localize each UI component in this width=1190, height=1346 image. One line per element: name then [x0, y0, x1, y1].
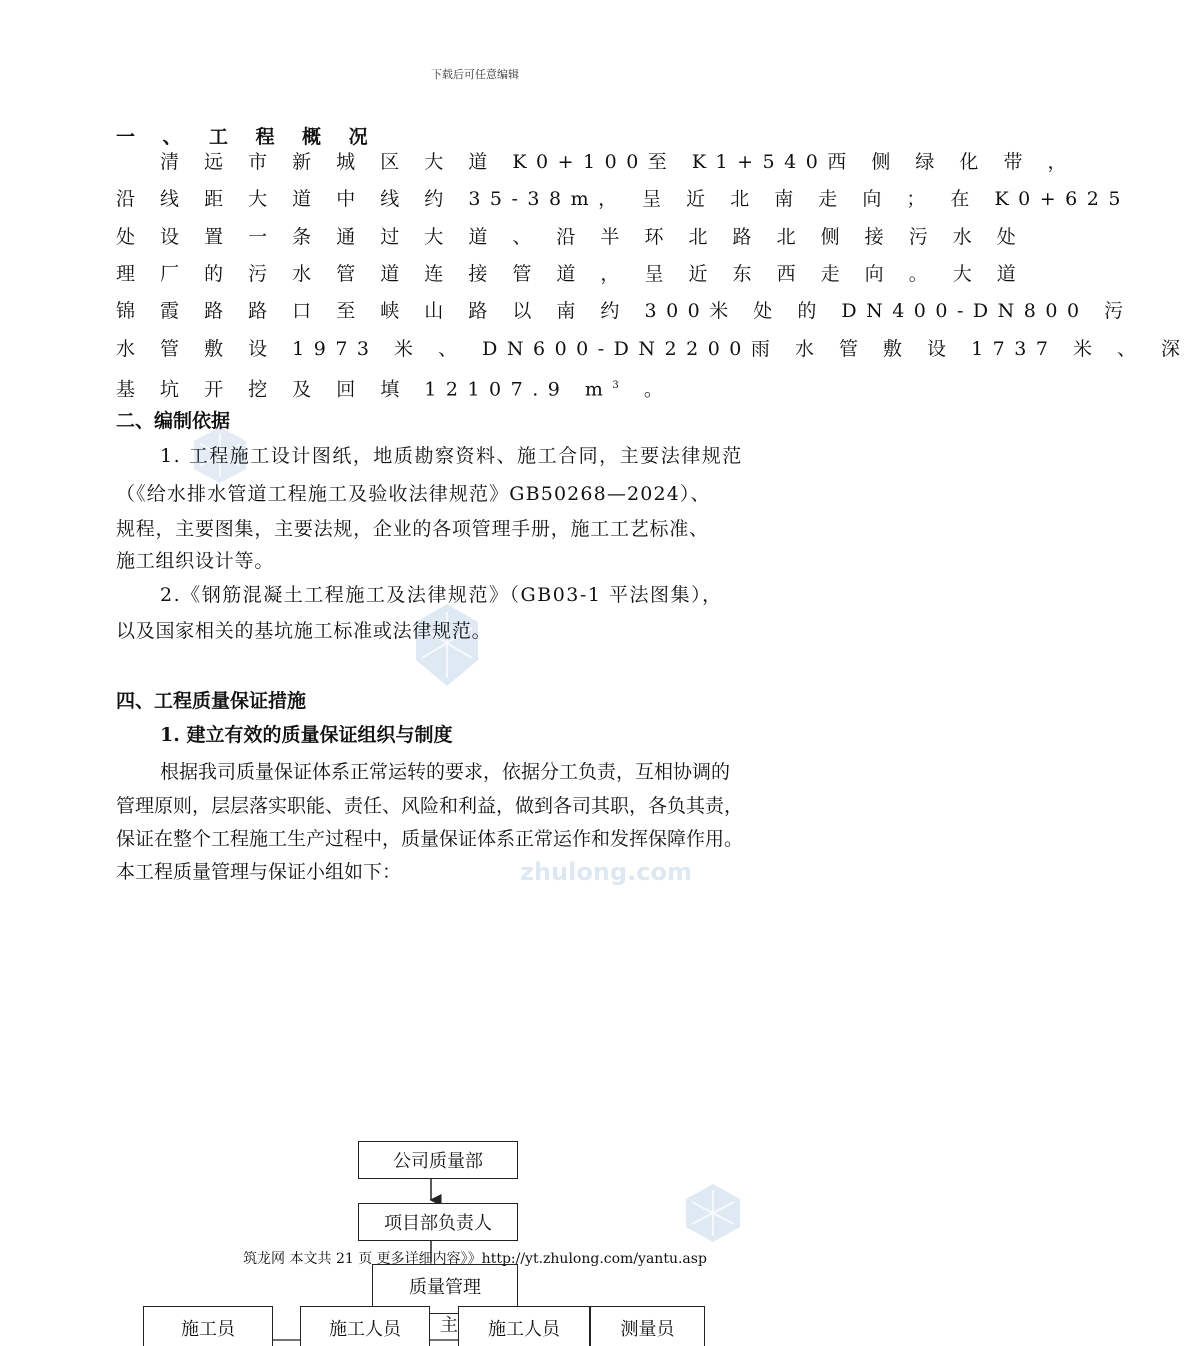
org-node-constructor: 施工员	[143, 1306, 273, 1346]
section2-line: 规程，主要图集，主要法规，企业的各项管理手册，施工工艺标准、	[116, 518, 709, 540]
section4-subtitle: 1. 建立有效的质量保证组织与制度	[160, 724, 453, 746]
section1-line: 处 设 置 一 条 通 过 大 道 、 沿 半 环 北 路 北 侧 接 污 水 处	[116, 226, 1026, 248]
section1-last-text: 基 坑 开 挖 及 回 填 12107.9 m	[116, 378, 613, 401]
org-node-surveyor: 测量员	[590, 1306, 705, 1346]
section2-line: 以及国家相关的基坑施工标准或法律规范。	[116, 620, 492, 642]
section4-line: 本工程质量管理与保证小组如下：	[116, 861, 402, 883]
watermark-text: zhulong.com	[520, 858, 692, 886]
section1-line: 锦 霞 路 路 口 至 峡 山 路 以 南 约 300米 处 的 DN400-DN800 污	[116, 300, 1133, 322]
page-header: 下载后可任意编辑	[431, 68, 519, 81]
section2-line: （《给水排水管道工程施工及验收法律规范》GB50268—2024）、	[116, 483, 711, 505]
section1-line: 理 厂 的 污 水 管 道 连 接 管 道 ， 呈 近 东 西 走 向 。 大 道	[116, 263, 1026, 285]
org-node-company-quality-dept: 公司质量部	[358, 1141, 518, 1179]
section1-line: 水 管 敷 设 1973 米 、 DN600-DN2200雨 水 管 敷 设 1737 米 、 深	[116, 338, 1190, 360]
section2-line: 施工组织设计等。	[116, 550, 275, 572]
org-node-project-manager: 项目部负责人	[358, 1203, 518, 1241]
org-node-construction-staff: 施工人员	[300, 1306, 430, 1346]
section4-title: 四、工程质量保证措施	[116, 690, 307, 712]
section4-line: 根据我司质量保证体系正常运转的要求，依据分工负责，互相协调的	[160, 761, 731, 783]
section1-line: 沿 线 距 大 道 中 线 约 35-38m， 呈 近 北 南 走 向 ； 在 K0+625	[116, 188, 1130, 210]
section1-title: 一 、 工 程 概 况	[116, 126, 379, 148]
org-partial-label: 主	[440, 1315, 458, 1336]
section4-line: 保证在整个工程施工生产过程中，质量保证体系正常运作和发挥保障作用。	[116, 828, 744, 850]
section4-line: 管理原则，层层落实职能、责任、风险和利益，做到各司其职，各负其责，	[116, 795, 744, 817]
superscript-3: 3	[612, 380, 629, 391]
section2-line: 2.《钢筋混凝土工程施工及法律规范》（GB03-1 平法图集），	[160, 584, 723, 606]
section2-title: 二、编制依据	[116, 410, 231, 432]
org-node-quality-management: 质量管理	[372, 1264, 518, 1314]
org-node-construction-staff: 施工人员	[458, 1306, 590, 1346]
section1-last-end: 。	[628, 378, 673, 401]
page-footer: 筑龙网 本文共 21 页 更多详细内容》》http://yt.zhulong.com/yantu.asp	[243, 1251, 707, 1267]
section2-line: 1. 工程施工设计图纸，地质勘察资料、施工合同，主要法律规范	[160, 445, 743, 467]
section1-line: 清 远 市 新 城 区 大 道 K0+100至 K1+540西 侧 绿 化 带 ，	[160, 151, 1076, 173]
